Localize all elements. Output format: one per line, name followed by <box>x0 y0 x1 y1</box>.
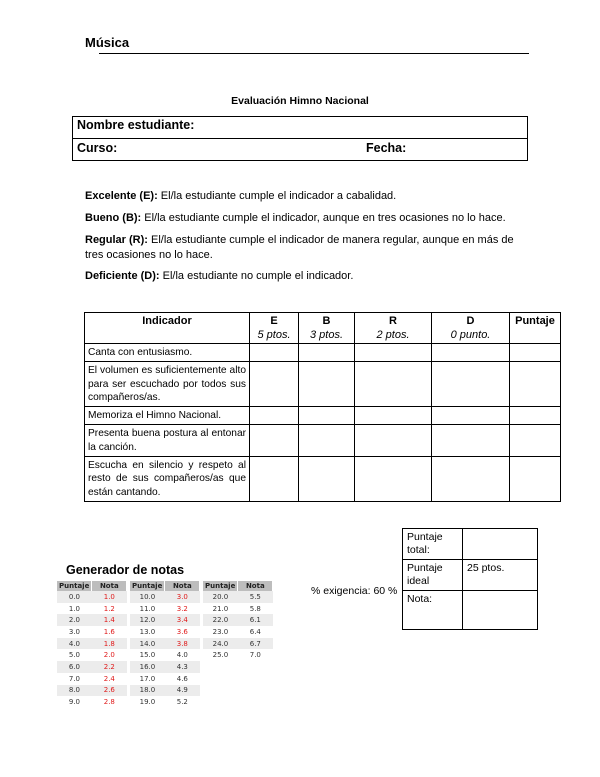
score-value: 5.0 <box>68 651 80 660</box>
table-row <box>57 603 127 615</box>
table-row <box>130 685 200 697</box>
grade-value: 5.8 <box>249 604 261 613</box>
table-row <box>203 626 273 638</box>
rating-cell[interactable] <box>432 362 510 407</box>
grade-value: 4.0 <box>176 651 188 660</box>
score-value: 14.0 <box>130 638 165 650</box>
table-row <box>57 649 127 661</box>
grade-table-header <box>130 581 200 591</box>
grade-value: 5.2 <box>176 698 188 707</box>
rating-cell[interactable] <box>299 407 355 425</box>
rating-cell[interactable] <box>355 344 432 362</box>
grade-value[interactable] <box>463 591 538 630</box>
score-value: 13.0 <box>139 627 156 636</box>
grade-value: 1.6 <box>103 627 115 636</box>
grade-value: 1.4 <box>92 614 127 626</box>
table-row <box>57 591 127 603</box>
grade-table-header <box>57 581 127 591</box>
student-info-divider <box>72 138 528 139</box>
score-value: 3.0 <box>68 627 80 636</box>
rating-cell[interactable] <box>299 425 355 457</box>
rating-cell[interactable] <box>432 425 510 457</box>
score-value: 10.0 <box>130 591 165 603</box>
table-row <box>85 425 561 457</box>
grade-table-3 <box>203 581 273 661</box>
date-label: Fecha: <box>366 141 407 155</box>
score-summary-table <box>402 528 538 630</box>
rating-cell[interactable] <box>250 457 299 502</box>
exigencia-label: % exigencia: 60 % <box>311 585 398 597</box>
indicator-cell: Presenta buena postura al entonar la canción. <box>85 425 250 457</box>
score-value: 0.0 <box>57 591 92 603</box>
grade-value: 3.4 <box>165 614 200 626</box>
score-value: 9.0 <box>68 698 80 707</box>
table-row <box>57 685 127 697</box>
table-row <box>57 696 127 708</box>
grade-value: 6.7 <box>238 638 273 650</box>
rubric-table <box>84 312 561 502</box>
table-row <box>130 649 200 661</box>
score-value: 12.0 <box>130 614 165 626</box>
grade-value: 3.6 <box>176 627 188 636</box>
grade-value: 3.8 <box>165 638 200 650</box>
grade-table-1 <box>57 581 127 708</box>
grade-value: 4.3 <box>165 661 200 673</box>
rating-cell[interactable] <box>355 457 432 502</box>
grade-value: 6.1 <box>238 614 273 626</box>
grade-table-2 <box>130 581 200 708</box>
points-r: 2 ptos. <box>376 329 410 341</box>
score-value: 15.0 <box>139 651 156 660</box>
table-row <box>130 661 200 673</box>
rating-cell[interactable] <box>432 457 510 502</box>
col-header-puntaje: Puntaje <box>130 581 165 591</box>
criterion-excellent <box>85 189 535 204</box>
rating-cell[interactable] <box>250 407 299 425</box>
criterion-text: El/la estudiante cumple el indicador, aunque en tres ocasiones no lo hace. <box>141 212 506 224</box>
score-cell[interactable] <box>510 344 561 362</box>
criterion-term: Regular (R): <box>85 234 148 246</box>
col-header-puntaje: Puntaje <box>203 581 238 591</box>
rating-cell[interactable] <box>432 344 510 362</box>
ideal-score-value: 25 ptos. <box>463 560 538 591</box>
table-row <box>130 614 200 626</box>
table-row <box>85 362 561 407</box>
score-value: 7.0 <box>68 674 80 683</box>
criterion-regular <box>85 233 535 263</box>
rubric-header-row <box>85 313 561 344</box>
score-cell[interactable] <box>510 407 561 425</box>
score-value: 20.0 <box>203 591 238 603</box>
points-b: 3 ptos. <box>309 329 344 341</box>
score-value: 16.0 <box>130 661 165 673</box>
points-d: 0 punto. <box>450 329 491 341</box>
table-row <box>203 649 273 661</box>
grade-value: 1.0 <box>92 591 127 603</box>
table-row <box>130 591 200 603</box>
score-cell[interactable] <box>510 362 561 407</box>
indicator-cell: El volumen es suficientemente alto para ser escuchado por todos sus compañeros/as. <box>85 362 250 407</box>
table-row <box>85 344 561 362</box>
col-header-nota: Nota <box>165 581 200 591</box>
score-value: 8.0 <box>57 685 92 697</box>
ideal-score-label: Puntaje ideal <box>403 560 463 591</box>
col-header-puntaje: Puntaje <box>57 581 92 591</box>
table-row <box>203 638 273 650</box>
criterion-text: El/la estudiante cumple el indicador de manera regular, aunque en más de tres ocasiones no lo hace. <box>85 234 514 261</box>
rating-cell[interactable] <box>432 407 510 425</box>
score-value: 4.0 <box>57 638 92 650</box>
score-value: 1.0 <box>68 604 80 613</box>
score-value: 21.0 <box>212 604 229 613</box>
rating-cell[interactable] <box>250 362 299 407</box>
indicator-cell: Memoriza el Himno Nacional. <box>85 407 250 425</box>
table-row <box>130 603 200 615</box>
criterion-term: Bueno (B): <box>85 212 142 224</box>
rating-cell[interactable] <box>299 457 355 502</box>
score-cell[interactable] <box>510 457 561 502</box>
col-header-indicator: Indicador <box>85 313 250 344</box>
grade-value: 2.2 <box>92 661 127 673</box>
course-label: Curso: <box>77 141 118 155</box>
criterion-text: El/la estudiante cumple el indicador a cabalidad. <box>157 190 397 202</box>
grade-value: 3.0 <box>165 591 200 603</box>
score-value: 6.0 <box>57 661 92 673</box>
subject-title: Música <box>85 35 130 50</box>
grade-value: 7.0 <box>249 651 261 660</box>
score-value: 11.0 <box>139 604 156 613</box>
col-header-b: B 3 ptos. <box>299 313 355 344</box>
col-header-score: Puntaje <box>510 313 561 344</box>
table-row <box>130 626 200 638</box>
rating-cell[interactable] <box>355 407 432 425</box>
table-row <box>403 591 538 630</box>
score-value: 23.0 <box>212 627 229 636</box>
table-row <box>130 673 200 685</box>
grade-value: 1.8 <box>92 638 127 650</box>
total-score-value[interactable] <box>463 529 538 560</box>
indicator-cell: Canta con entusiasmo. <box>85 344 250 362</box>
col-header-d: D 0 punto. <box>432 313 510 344</box>
evaluation-title: Evaluación Himno Nacional <box>231 95 369 107</box>
rating-cell[interactable] <box>355 425 432 457</box>
indicator-cell: Escucha en silencio y respeto al resto de sus compañeros/as que están cantando. <box>85 457 250 502</box>
grade-value: 1.2 <box>103 604 115 613</box>
criterion-deficient <box>85 269 535 284</box>
grade-value: 3.2 <box>176 604 188 613</box>
score-value: 25.0 <box>212 651 229 660</box>
table-row <box>57 626 127 638</box>
student-name-label: Nombre estudiante: <box>77 118 195 132</box>
header-divider <box>99 53 529 54</box>
col-header-nota: Nota <box>92 581 127 591</box>
criterion-term: Excelente (E): <box>85 190 158 202</box>
col-header-nota: Nota <box>238 581 273 591</box>
score-value: 18.0 <box>130 685 165 697</box>
table-row <box>57 638 127 650</box>
col-header-e: E 5 ptos. <box>250 313 299 344</box>
table-row <box>57 614 127 626</box>
grade-value: 6.4 <box>249 627 261 636</box>
criterion-text: El/la estudiante no cumple el indicador. <box>159 270 354 282</box>
grade-value: 4.9 <box>165 685 200 697</box>
table-row <box>403 529 538 560</box>
grade-value: 2.6 <box>92 685 127 697</box>
rating-cell[interactable] <box>250 344 299 362</box>
score-value: 19.0 <box>139 698 156 707</box>
score-value: 24.0 <box>203 638 238 650</box>
score-value: 22.0 <box>203 614 238 626</box>
table-row <box>203 603 273 615</box>
table-row <box>403 560 538 591</box>
grade-value: 2.4 <box>103 674 115 683</box>
criterion-good <box>85 211 535 226</box>
score-value: 2.0 <box>57 614 92 626</box>
grade-value: 2.0 <box>103 651 115 660</box>
rating-cell[interactable] <box>250 425 299 457</box>
table-row <box>57 673 127 685</box>
table-row <box>85 457 561 502</box>
table-row <box>85 407 561 425</box>
table-row <box>203 591 273 603</box>
grade-label: Nota: <box>403 591 463 630</box>
table-row <box>57 661 127 673</box>
grade-value: 4.6 <box>176 674 188 683</box>
rating-cell[interactable] <box>299 362 355 407</box>
table-row <box>130 696 200 708</box>
grade-value: 5.5 <box>238 591 273 603</box>
grade-table-header <box>203 581 273 591</box>
col-header-r: R 2 ptos. <box>355 313 432 344</box>
rating-cell[interactable] <box>299 344 355 362</box>
total-score-label: Puntaje total: <box>403 529 463 560</box>
score-value: 17.0 <box>139 674 156 683</box>
table-row <box>203 614 273 626</box>
table-row <box>130 638 200 650</box>
criterion-term: Deficiente (D): <box>85 270 160 282</box>
points-e: 5 ptos. <box>257 329 291 341</box>
rating-cell[interactable] <box>355 362 432 407</box>
grade-generator-title: Generador de notas <box>66 563 185 577</box>
grade-value: 2.8 <box>103 698 115 707</box>
score-cell[interactable] <box>510 425 561 457</box>
